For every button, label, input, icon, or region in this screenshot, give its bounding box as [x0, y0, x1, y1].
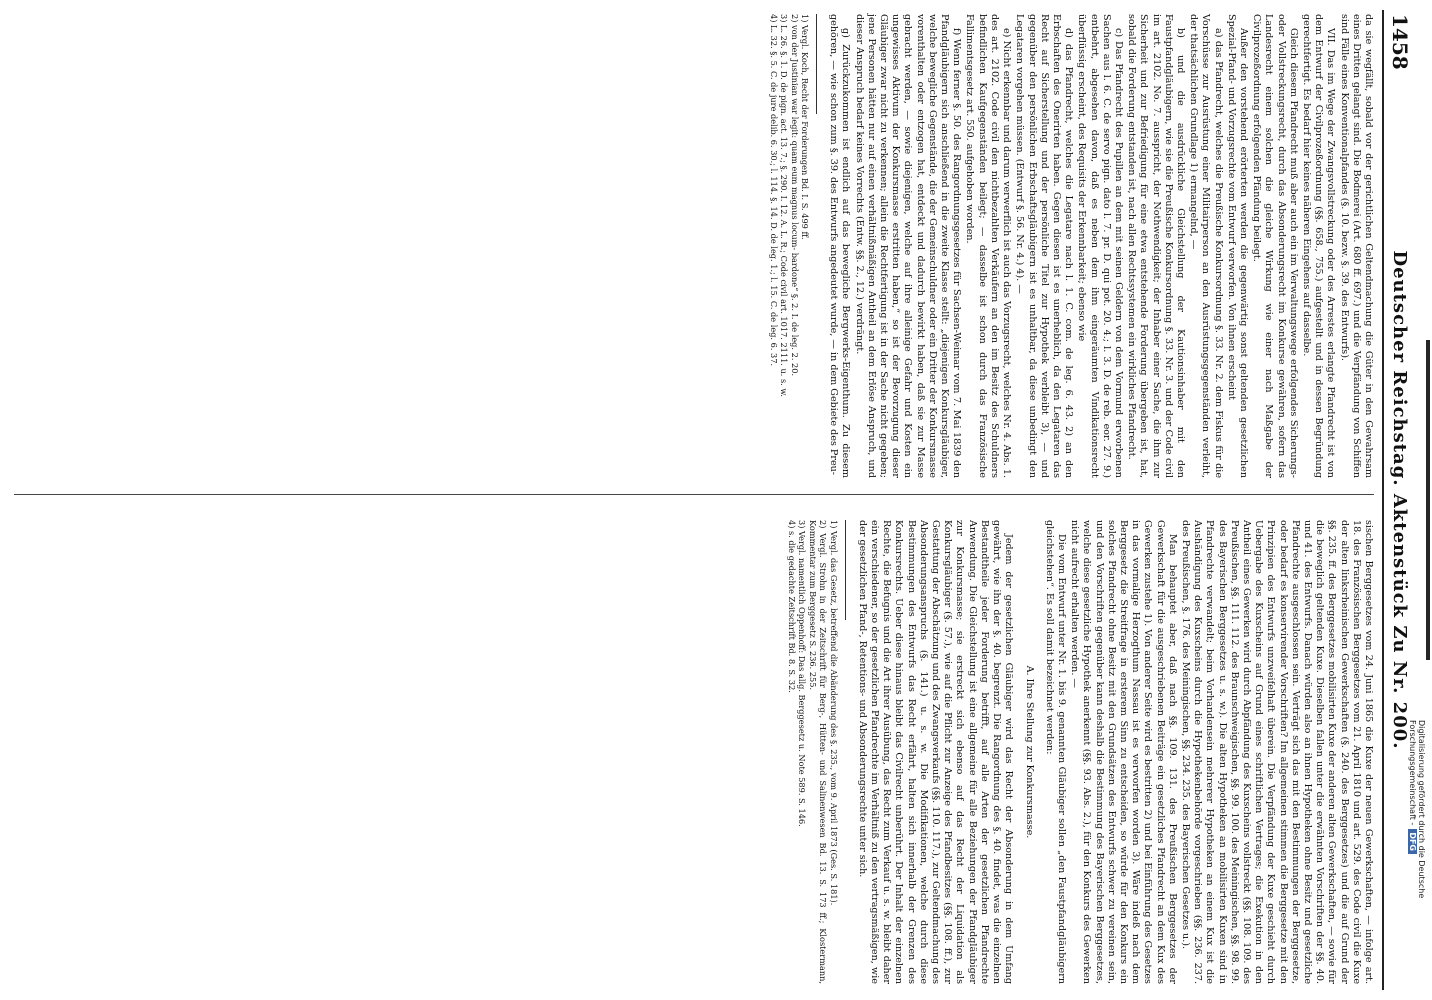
footnote: 4) L. 32. §. 5. C. de jure delib. 6. 30.; l. 114. §. 14. D. de leg. 1.; l. 15. C. de leg. 6. 37.: [768, 14, 779, 367]
paragraph: b) und die ausdrückliche Gleichstellung der Kautionsinhaber mit den Faustpfandgläubigern, wie sie die Preußische Konkursordnung §. 33. Nr. 3. und der Code civil im art. 2102. No. 7. ausspricht, der Nothwendigkeit; der Inhaber einer Sache, die ihm zur Sicherheit und zur Befriedigung für eine etwa entstehende Forderung übergeben ist, hat, sobald die Forderung entstanden ist, nach allen Rechtssystemen ein wirkliches Pfandrecht.: [1126, 14, 1186, 478]
dfg-logo: DFG: [1408, 829, 1417, 854]
footnote: 2) von der Justinian war legit: quam eum magnus locum- bardone“ §. 2. I. de leg. 2. 20.: [789, 14, 800, 377]
paragraph: d) das Pfandrecht, welches die Legatare nach l. 1. C. com. de leg. 6. 43. 2) an den Erbschaften des Onerirten haben. Gegen diesen ist es unerheblich, da den Legataren das Recht auf Sicherstellung und der persönliche Titel zur Hypothek verbleibt 3), — und gegenüber den persönlichen Erbschaftsgläubigern ist es unhaltbar, da diese unbedingt den Legataren vorgehen müssen. (Entwurf §. 56. Nr. 4.) 4). —: [1014, 14, 1075, 478]
paragraph: Gleich diesem Pfandrecht muß aber auch ein im Verwaltungswege erfolgendes Sicherungs- oder Vollstreckungsrecht, durch das Absonderungsrecht im Konkurse gewähren, sofern das Landesrecht einem solchen die gleiche Wirkung wie einer nach Maßgabe der Civilprozeßordnung erfolgenden Pfändung beilegt.: [1251, 14, 1299, 478]
running-title: Deutscher Reichstag. Aktenstück Zu Nr. 200.: [1389, 250, 1410, 750]
footnote: 1) Vergl. Koch, Recht der Forderungen Bd. I. S. 499 ff.: [800, 14, 811, 240]
footnote: 3) Vergl. namentlich Oppenhoff: Das allg. Berggesetz u. Note 589. S. 146.: [797, 520, 808, 827]
header-rule: [1382, 10, 1384, 990]
paragraph: sischen Berggesetzes vom 24. Juni 1865 die Kuxe der neuen Gewerkschaften, — infolge art. 18. des Französischen Berggesetzes vom 21. April 1810 und art. 529. des Code civil die Kuxe der alten linksrheinischen Gewerkschaften (§. 240. des Berggesetzes) und die auf Grund der §§. 235. ff. des Berggesetzes mobilisirten Kuxe der anderen alten Gewerkschaften, — sowie für die beweglich geltenden Kuxe. Dieselben fallen unter die erwähnten Vorschriften der §§. 40. und 41. des Entwurfs. Danach würden also an ihnen Hypotheken ohne Besitz und gesetzliche Pfandrechte ausgeschlossen sein. Verträgt sich das mit den Bestimmungen der Berggesetze, oder bedarf es konservirender Vorschriften? Im allgemeinen stimmen die Berggesetze mit den Prinzipien des Entwurfs unzweifelhaft überein. Die Verpfändung der Kuxe geschieht durch Uebergabe des Kuxscheins auf Grund eines schriftlichen Vertrages; die Exekution in den Antheil eines Gewerken wird durch Abpfändung des Kuxscheins vollstreckt (§§. 108. 109. des Preußischen, §§. 111. 112. des Braunschweigischen, §§. 99. 100. des Meiningischen, §§. 98. 99. des Bayerischen Berggesetzes u. s. w.). Die alten Hypotheken an mobilisirten Kuxen sind in Pfandrechte verwandelt; beim Vorhandensein mehrerer Hypotheken an einem Kux ist die Aushändigung des Kuxscheins durch die Hypothekenbehörde vorgeschrieben (§§. 236. 237. des Preußischen, §. 176. des Meiningischen, §§. 234. 235. des Bayerischen Gesetzes u.).: [1179, 520, 1374, 984]
left-column: [768, 14, 1374, 478]
paragraph: Die vom Entwurf unter Nr. 1. bis 9. genannten Gläubiger sollen „den Faustpfandgläubigern gleichstehen“. Es soll damit bezeichnet werden:: [1043, 520, 1067, 984]
footnote: 2) Vergl. Strohn in der Zeitschrift für Berg-, Hütten- und Salinenwesen Bd. 13. S. 173 ff.; Klostermann, Kommentar zum Berggesetz S. 236. 255.: [807, 520, 829, 984]
paragraph: g) Zurückzukommen ist endlich auf das bewegliche Bergwerks-Eigenthum. Zu diesem gehören, — wie schon zum §. 39. des Entwurfs angedeutet wurde, — in dem Gebiete des Preu-: [828, 14, 852, 478]
paragraph: e) Nicht erkennbar und darum verwerflich ist auch das Vorzugsrecht, welches Nr. 4. Abs. 1. des art. 2102. Code civil den nichtbezahlten Verkäufern an den im Besitz des Schuldners befindlichen Kaufgegenständen beilegt; — dasselbe ist schon durch das Französische Fallimentsgesetz art. 550. aufgehoben worden.: [964, 14, 1013, 478]
paragraph: Außer den vorstehend erörterten werden die gegenwärtig sonst geltenden gesetzlichen Spezial-Pfand- und Vorzugsrechte vom Entwurf verworfen. Von ihnen erscheint: [1225, 14, 1249, 478]
footnote-rule: [816, 14, 817, 114]
footnote-rule: [845, 520, 846, 620]
section-heading: A. Ihre Stellung zur Konkursmasse.: [1023, 665, 1035, 839]
paragraph: Man behauptet aber, daß nach §§. 109. 131. des Preußischen Berggesetzes der Gewerkschaft für die ausgeschriebenen Beiträge ein gesetzliches Pfandrecht an dem Kux des Gewerken zustehe 1). Von anderer Seite wird es bestritten 2) und bei Einführung des Gesetzes in das vormalige Herzogthum Nassau ist es verworfen worden 3). Wäre indeß nach dem Berggesetz die Streitfrage in ersterem Sinn zu entscheiden, so würde für den Konkurs ein solches Pfandrecht ohne Besitz mit den Grundsätzen des Entwurfs schwer zu vereinen sein, und den Vorschriften gegenüber kann deshalb die Bestimmung des Bayerischen Berggesetzes, welche diese gesetzliche Hypothek anerkennt (§§. 93. Abs. 2.), für den Konkurs des Gewerken nicht aufrecht erhalten werden. —: [1069, 520, 1178, 984]
paragraph: da sie wegfällt, sobald vor der gerichtlichen Geltendmachung die Güter in den Gewahrsam eines Dritten gelangt sind. Die Bodmerei (Art. 680 ff. 697.) und die Verpfändung von Schiffen sind Fälle eines Konventionalpfandes (§. 10. bezw. §. 39. des Entwurfs).: [1338, 14, 1374, 478]
footnote: 4) s. die gedachte Zeitschrift Bd. 8. S. 32.: [787, 520, 798, 693]
paragraph: c) Das Pfandrecht des Pupillen an dem mit seinen Geldern von dem Vormund erworbenen Sachen aus l. 6. C. de servo pign. dato l. 7. pr. D. qui pot. 20. 4.; l. 3. D. de reb. eor. 27. 9.) entbehrt, abgesehen davon, daß es neben dem ihm eingeräumten Vindikationsrecht überflüssig erscheint, des Requisits der Erkennbarkeit; ebenso wie: [1076, 14, 1124, 478]
paragraph: Jedem der gesetzlichen Gläubiger wird das Recht der Absonderung in dem Umfang gewährt, wie ihn der §. 40. begrenzt. Die Rangordnung des §. 40. findet, was die einzelnen Bestandtheile jeder Forderung betrifft, auf alle Arten der gesetzlichen Pfandrechte Anwendung. Die Gleichstellung ist eine allgemeine für alle Beziehungen der Pfandgläubiger zur Konkursmasse; sie erstreckt sich ebenso auf das Recht der Liquidation als Konkursgläubiger (§. 57.), wie auf die Pflicht zur Anzeige des Pfandbesitzes (§§. 108. ff.), zur Gestattung der Abschätzung und des Zwangsverkaufs (§§. 110. 117.), zur Geltendmachung des Absonderungsanspruchs (§. 141.) u. s. w. Die Modifikationen, welche durch diese Bestimmungen des Entwurfs das Recht erfährt, halten sich innerhalb der Grenzen des Konkursrechts. Ueber diese hinaus bleibt das Civilrecht unberührt. Der Inhalt der einzelnen Rechte, die Befugnis und die Art ihrer Ausübung, das Recht zum Verkauf u. s. w. bleibt daher ein verschiedener, so der gesetzlichen Pfandrechte im Verhältniß zu den vertragsmäßigen, wie der gesetzlichen Pfand-, Retentions- und Absonderungsrechte unter sich.: [856, 520, 1015, 984]
page-number: 1458: [1388, 14, 1412, 70]
right-column: [787, 520, 1374, 984]
credit-text: Digitalisierung gefördert durch die Deutsche Forschungsgemeinschaft -: [1408, 720, 1426, 899]
paragraph: f) Wenn ferner §. 50. des Rangordnungsgesetzes für Sachsen-Weimar vom 7. Mai 1839 den Pfandgläubigern sich anschließend in die zweite Klasse stellt: „diejenigen Konkursgläubiger, welche bewegliche Gegenstände, die der Gemeinschuldner oder ein Dritter der Konkursmasse vorenthalten oder entzogen hat, entdeckt und dadurch bewirkt haben, daß sie zur Masse gebracht werden, — sowie diejenigen, welche auf ihre alleinige Gefahr und Kosten ein ungewisses Aktivum der Konkursmasse erstritten haben,“ so ist der Bevorzugung dieser Gläubiger zwar nicht zu verkennen; allein die Rechtfertigung ist in der Sache nicht gegeben; jene Personen hätten nur auf einen verhältnißmäßigen Antheil an dem Erlöse Anspruch, und dieser Anspruch bedarf keines Vorrechts (Entw. §§. 2., 12.) verdrängt.: [853, 14, 963, 478]
footnote: 1) Vergl. das Gesetz, betreffend die Abänderung des §. 235., vom 9. April 1873 (Ges. S. 181).: [828, 520, 839, 906]
footnote: 3) L. 26. §. 1. D. de pign. act. 13. 7.; §. 290. I. 12. A. L. R.; Code civil art. 1017. 2111. u. s. w.: [779, 14, 790, 398]
paragraph: a) das Pfandrecht, welches die Preußische Konkursordnung §. 33. Nr. 2. dem Fiskus für die Vorschüsse zur Ausrüstung einer Militairperson an den Ausrüstungsgegenständen verleiht, der thatsächlichen Grundlage 1) ermangelnd, —: [1188, 14, 1224, 478]
scan-edge-mark: [1426, 340, 1430, 660]
column-divider: [14, 494, 1374, 495]
page-header: [1388, 0, 1412, 1000]
paragraph: VII. Das im Wege der Zwangsvollstreckung oder des Arrestes erlangte Pfandrecht ist von dem Entwurf der Civilprozeßordnung (§§. 658., 755.) aufgestellt und in dessen Begründung gerechtfertigt. Es bedarf hier keines näheren Eingehens auf dasselbe.: [1300, 14, 1337, 478]
